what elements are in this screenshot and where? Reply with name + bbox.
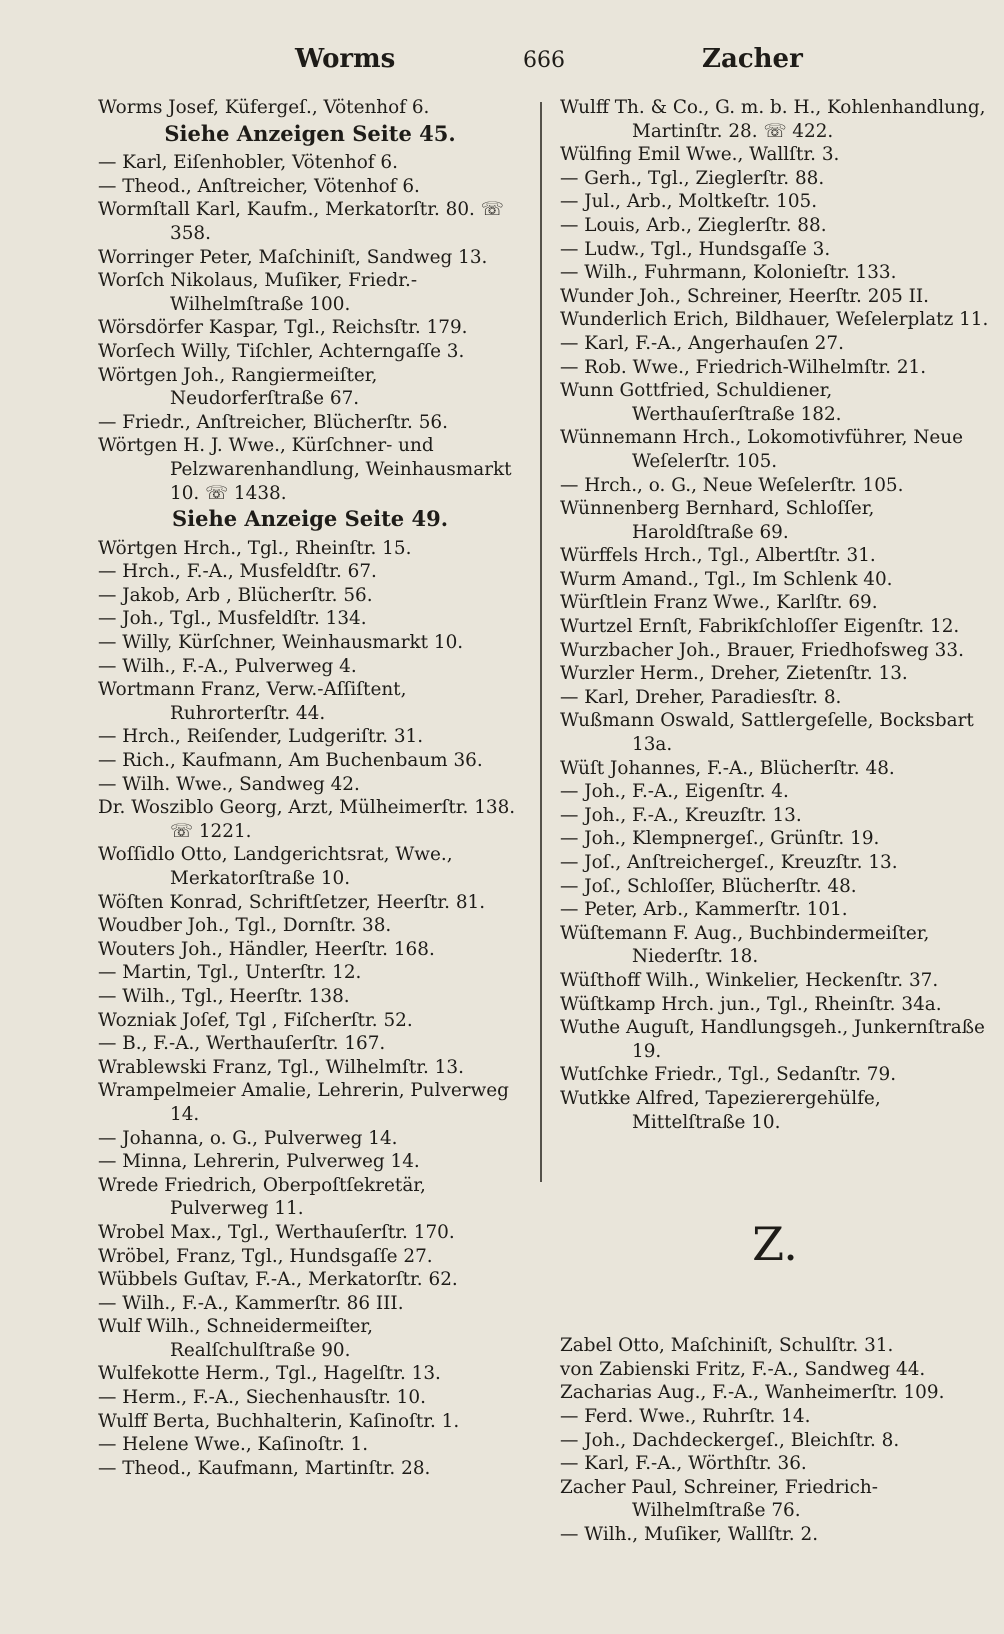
directory-entry: Wünnenberg Bernhard, Schloſſer, Haroldſtraße 69. [560, 498, 875, 543]
directory-entry: Wrobel Max., Tgl., Werthauſerſtr. 170. [98, 1221, 455, 1243]
directory-entry: — Hrch., o. G., Neue Weſelerſtr. 105. [560, 474, 904, 496]
column-divider [540, 102, 542, 1182]
z-entries [560, 1334, 990, 1546]
directory-entry: — Minna, Lehrerin, Pulverweg 14. [98, 1151, 420, 1173]
directory-entry: Wozniak Joſef, Tgl , Fiſcherſtr. 52. [98, 1009, 413, 1031]
directory-entry: — Jul., Arb., Moltkeſtr. 105. [560, 191, 818, 213]
directory-entry: Wunn Gottfried, Schuldiener, Werthauſerſtraße 182. [560, 380, 842, 425]
directory-entry: Wormſtall Karl, Kaufm., Merkatorſtr. 80. ☏ 358. [98, 199, 504, 244]
directory-entry: Wübbels Guſtav, F.-A., Merkatorſtr. 62. [98, 1269, 458, 1291]
directory-entry: — Rich., Kaufmann, Am Buchenbaum 36. [98, 750, 483, 772]
directory-entry: Wortmann Franz, Verw.-Aſſiſtent, Ruhrorterſtr. 44. [98, 679, 407, 724]
directory-entry: Zabel Otto, Maſchiniſt, Schulſtr. 31. [560, 1335, 894, 1357]
directory-entry: — Wilh. Wwe., Sandweg 42. [98, 773, 360, 795]
directory-entry: Zacher Paul, Schreiner, Friedrich-Wilhelmſtraße 76. [560, 1476, 878, 1522]
w-entries [560, 96, 990, 1134]
directory-entry: Wüſtkamp Hrch. jun., Tgl., Rheinſtr. 34a. [560, 993, 942, 1015]
directory-entry: — Jakob, Arb , Blücherſtr. 56. [98, 584, 373, 606]
directory-entry: Wulff Berta, Buchhalterin, Kaſinoſtr. 1. [98, 1410, 460, 1432]
directory-entry: — Johanna, o. G., Pulverweg 14. [98, 1127, 398, 1149]
directory-entry: — Karl, F.-A., Angerhauſen 27. [560, 332, 844, 354]
directory-entry: Wußmann Oswald, Sattlergeſelle, Bocksbart 13a. [560, 710, 974, 756]
directory-entry: Wörtgen H. J. Wwe., Kürſchner- und Pelzwarenhandlung, Weinhausmarkt 10. ☏ 1438. [98, 435, 512, 504]
directory-entry: — B., F.-A., Werthauſerſtr. 167. [98, 1033, 386, 1055]
directory-entry: Worſech Willy, Tiſchler, Achterngaſſe 3. [98, 340, 465, 362]
directory-entry: — Theod., Anſtreicher, Vötenhof 6. [98, 175, 420, 197]
directory-entry: — Wilh., F.-A., Kammerſtr. 86 III. [98, 1292, 404, 1314]
directory-entry: — Joſ., Schloſſer, Blücherſtr. 48. [560, 875, 857, 897]
directory-entry: Wutſchke Friedr., Tgl., Sedanſtr. 79. [560, 1064, 897, 1086]
directory-entry: Wüſtemann F. Aug., Buchbindermeiſter, Niederſtr. 18. [560, 922, 930, 968]
directory-entry: Wörtgen Hrch., Tgl., Rheinſtr. 15. [98, 537, 412, 559]
directory-entry: — Martin, Tgl., Unterſtr. 12. [98, 962, 362, 984]
directory-entry: — Ludw., Tgl., Hundsgaſſe 3. [560, 238, 831, 260]
directory-entry: Wünnemann Hrch., Lokomotivführer, Neue Weſelerſtr. 105. [560, 427, 964, 472]
directory-entry: — Rob. Wwe., Friedrich-Wilhelmſtr. 21. [560, 356, 927, 378]
directory-entry: von Zabienski Fritz, F.-A., Sandweg 44. [560, 1358, 926, 1380]
directory-entry: — Hrch., F.-A., Musfeldſtr. 67. [98, 561, 377, 583]
directory-entry: Worſch Nikolaus, Muſiker, Friedr.-Wilhelmſtraße 100. [98, 270, 418, 315]
directory-entry: — Louis, Arb., Zieglerſtr. 88. [560, 214, 827, 236]
directory-entry: Wrampelmeier Amalie, Lehrerin, Pulverweg 14. [98, 1080, 509, 1125]
directory-entry: — Karl, Eiſenhobler, Vötenhof 6. [98, 152, 398, 174]
directory-entry: Würffels Hrch., Tgl., Albertſtr. 31. [560, 545, 876, 567]
directory-entry: — Joh., Dachdeckergeſ., Bleichſtr. 8. [560, 1429, 900, 1451]
directory-entry: — Wilh., Muſiker, Wallſtr. 2. [560, 1523, 819, 1545]
directory-entry: — Hrch., Reiſender, Ludgeriſtr. 31. [98, 726, 424, 748]
page-number: 666 [523, 48, 565, 73]
directory-entry: — Gerh., Tgl., Zieglerſtr. 88. [560, 167, 825, 189]
directory-entry: Wulff Th. & Co., G. m. b. H., Kohlenhandlung, Martinſtr. 28. ☏ 422. [560, 97, 986, 142]
directory-entry: — Wilh., Tgl., Heerſtr. 138. [98, 985, 350, 1007]
header-left-keyword: Worms [295, 44, 396, 74]
right-column [560, 96, 990, 1546]
directory-entry: — Joh., F.-A., Kreuzſtr. 13. [560, 804, 802, 826]
directory-entry: — Willy, Kürſchner, Weinhausmarkt 10. [98, 632, 464, 654]
directory-entry: Wutkke Alfred, Tapezierergehülfe, Mittelſtraße 10. [560, 1087, 881, 1133]
directory-entry: — Karl, F.-A., Wörthſtr. 36. [560, 1453, 807, 1475]
directory-entry: — Joh., Klempnergeſ., Grünſtr. 19. [560, 828, 880, 850]
directory-entry: — Friedr., Anſtreicher, Blücherſtr. 56. [98, 411, 448, 433]
directory-entry: Wröbel, Franz, Tgl., Hundsgaſſe 27. [98, 1245, 433, 1267]
directory-entry: Wülfing Emil Wwe., Wallſtr. 3. [560, 144, 840, 166]
directory-entry: Wurtzel Ernſt, Fabrikſchloſſer Eigenſtr. 12. [560, 616, 960, 638]
header-right-keyword: Zacher [702, 44, 803, 74]
directory-entry: Wüſt Johannes, F.-A., Blücherſtr. 48. [560, 757, 895, 779]
directory-entry: Woudber Joh., Tgl., Dornſtr. 38. [98, 915, 392, 937]
directory-entry: — Herm., F.-A., Siechenhausſtr. 10. [98, 1387, 426, 1409]
directory-entry: Wörsdörfer Kaspar, Tgl., Reichsſtr. 179. [98, 317, 468, 339]
directory-entry: Zacharias Aug., F.-A., Wanheimerſtr. 109. [560, 1382, 945, 1404]
directory-entry: — Helene Wwe., Kaſinoſtr. 1. [98, 1434, 369, 1456]
directory-entry: Wunder Joh., Schreiner, Heerſtr. 205 II. [560, 285, 930, 307]
advertisement-reference: Siehe Anzeigen Seite 45. [164, 120, 456, 146]
directory-entry: Wöſten Konrad, Schriftſetzer, Heerſtr. 81. [98, 891, 486, 913]
directory-entry: Wüſthoff Wilh., Winkelier, Heckenſtr. 37. [560, 969, 939, 991]
directory-entry: Dr. Wosziblo Georg, Arzt, Mülheimerſtr. 138. ☏ 1221. [98, 797, 516, 842]
directory-entry: Würſtlein Franz Wwe., Karlſtr. 69. [560, 592, 878, 614]
directory-entry: Worringer Peter, Maſchiniſt, Sandweg 13. [98, 246, 488, 268]
directory-entry: — Theod., Kaufmann, Martinſtr. 28. [98, 1457, 431, 1479]
directory-entry: Worms Josef, Küfergeſ., Vötenhof 6. [98, 97, 430, 118]
directory-entry: — Wilh., F.-A., Pulverweg 4. [98, 655, 357, 677]
directory-entry: Wunderlich Erich, Bildhauer, Weſelerplatz 11. [560, 309, 989, 331]
directory-entry: Woſſidlo Otto, Landgerichtsrat, Wwe., Merkatorſtraße 10. [98, 844, 453, 889]
directory-entry: Wuthe Auguſt, Handlungsgeh., Junkernſtraße 19. [560, 1017, 985, 1062]
directory-entry: Wrede Friedrich, Oberpoſtſekretär, Pulverweg 11. [98, 1174, 426, 1220]
directory-entry: — Karl, Dreher, Paradiesſtr. 8. [560, 686, 842, 708]
directory-entry: — Wilh., Fuhrmann, Kolonieſtr. 133. [560, 262, 897, 284]
directory-entry: Wörtgen Joh., Rangiermeiſter, Neudorferſtraße 67. [98, 364, 378, 410]
directory-entry: Wurzbacher Joh., Brauer, Friedhofsweg 33. [560, 639, 964, 661]
directory-entry: Wouters Joh., Händler, Heerſtr. 168. [98, 938, 435, 960]
directory-entry: — Joh., F.-A., Eigenſtr. 4. [560, 781, 789, 803]
directory-entry: Wulfekotte Herm., Tgl., Hagelſtr. 13. [98, 1363, 441, 1385]
directory-entry: Wrablewski Franz, Tgl., Wilhelmſtr. 13. [98, 1056, 464, 1078]
advertisement-reference: Siehe Anzeige Seite 49. [171, 506, 449, 532]
directory-entry: Wurm Amand., Tgl., Im Schlenk 40. [560, 568, 893, 590]
directory-entry: — Joſ., Anſtreichergeſ., Kreuzſtr. 13. [560, 852, 898, 873]
directory-entry: Wurzler Herm., Dreher, Zietenſtr. 13. [560, 663, 908, 685]
left-column [98, 96, 522, 1480]
directory-entry: — Ferd. Wwe., Ruhrſtr. 14. [560, 1405, 811, 1427]
section-letter: Z. [752, 1217, 798, 1272]
directory-entry: Wulf Wilh., Schneidermeiſter, Realſchulſtraße 90. [98, 1316, 373, 1361]
directory-entry: — Peter, Arb., Kammerſtr. 101. [560, 899, 848, 921]
directory-entry: — Joh., Tgl., Musfeldſtr. 134. [98, 608, 367, 630]
